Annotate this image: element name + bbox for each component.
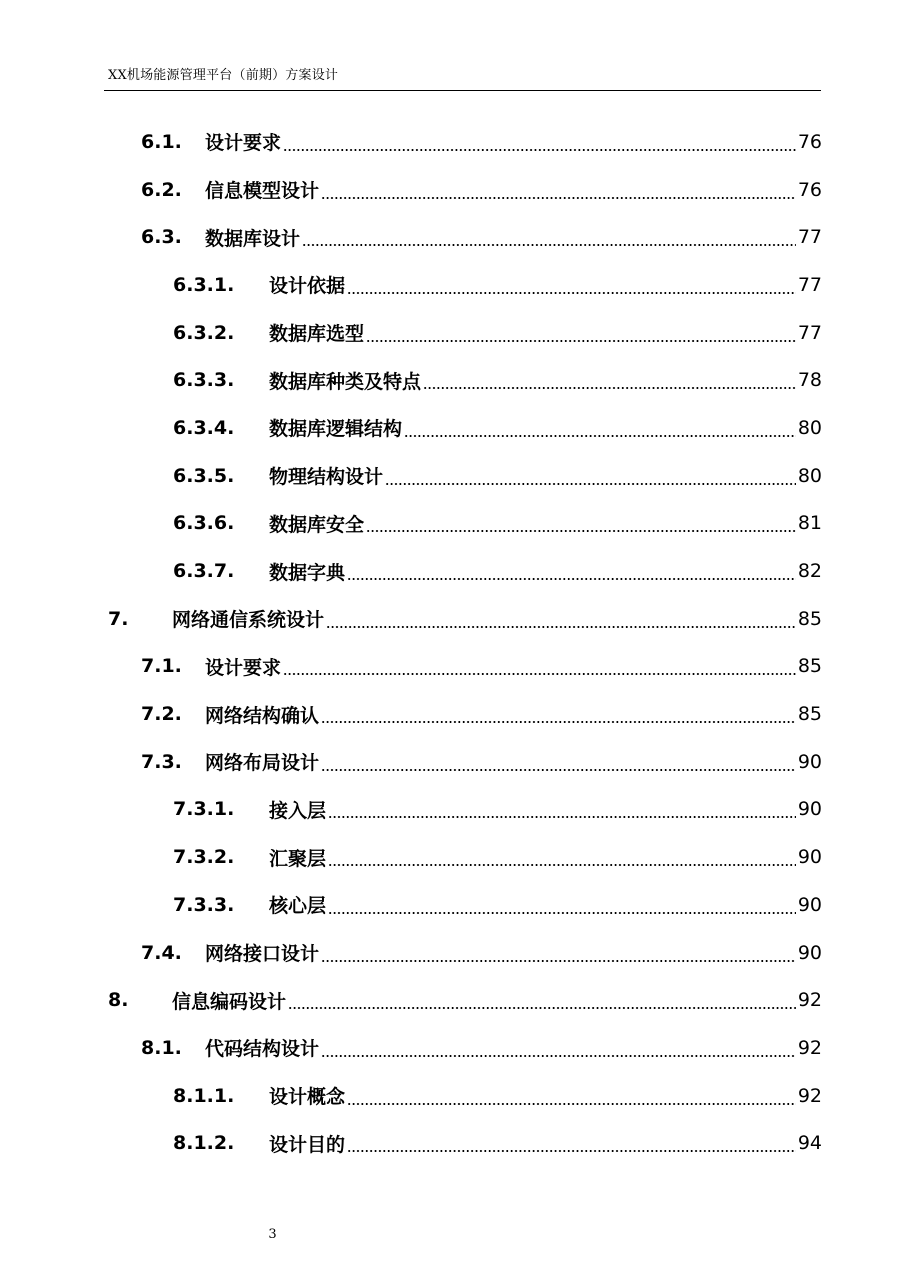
toc-entry-page: 78 (797, 369, 822, 392)
toc-dot-leader (347, 1103, 796, 1105)
toc-entry-page: 76 (797, 178, 822, 201)
toc-entry-number: 7.3. (141, 750, 182, 773)
toc-entry-title: 设计概念 (269, 1086, 346, 1109)
toc-entry[interactable] (0, 166, 909, 214)
toc-entry-title: 网络接口设计 (205, 943, 320, 966)
toc-entry[interactable] (0, 929, 909, 977)
toc-entry-page: 81 (797, 512, 822, 535)
toc-entry[interactable] (0, 500, 909, 548)
toc-entry-page: 92 (797, 1084, 822, 1107)
toc-dot-leader (347, 292, 796, 294)
toc-dot-leader (328, 864, 796, 866)
toc-entry-number: 6.3.7. (173, 560, 235, 583)
toc-entry-number: 8.1. (141, 1036, 182, 1059)
toc-entry-number: 7.3.2. (173, 846, 235, 869)
toc-dot-leader (347, 1150, 796, 1152)
toc-dot-leader (321, 721, 796, 723)
toc-dot-leader (326, 626, 796, 628)
toc-entry-title: 设计要求 (205, 656, 282, 679)
toc-dot-leader (288, 1007, 796, 1009)
toc-entry-page: 80 (797, 464, 822, 487)
toc-entry-title: 信息编码设计 (172, 990, 287, 1013)
toc-entry-page: 90 (797, 798, 822, 821)
toc-dot-leader (328, 912, 796, 914)
toc-entry-title: 数据库选型 (269, 323, 365, 346)
toc-entry-title: 设计依据 (269, 275, 346, 298)
toc-entry-title: 设计目的 (269, 1133, 346, 1156)
toc-dot-leader (385, 483, 796, 485)
toc-entry-page: 90 (797, 893, 822, 916)
toc-entry-title: 数据库设计 (205, 227, 301, 250)
toc-entry-page: 90 (797, 941, 822, 964)
toc-entry-page: 80 (797, 416, 822, 439)
toc-entry-page: 85 (797, 703, 822, 726)
toc-entry-page: 76 (797, 130, 822, 153)
toc-entry-title: 信息模型设计 (205, 180, 320, 203)
toc-entry[interactable] (0, 1024, 909, 1072)
toc-dot-leader (347, 578, 796, 580)
page-number: 3 (268, 1227, 277, 1242)
toc-dot-leader (321, 1055, 796, 1057)
toc-entry[interactable] (0, 1072, 909, 1120)
toc-entry-title: 数据库种类及特点 (269, 370, 422, 393)
toc-dot-leader (302, 244, 796, 246)
toc-entry-number: 8.1.2. (173, 1132, 235, 1155)
toc-entry[interactable] (0, 213, 909, 261)
toc-entry-number: 7. (108, 607, 129, 630)
toc-entry[interactable] (0, 261, 909, 309)
toc-entry-number: 8.1.1. (173, 1084, 235, 1107)
toc-entry[interactable] (0, 881, 909, 929)
toc-entry-number: 6.3.5. (173, 464, 235, 487)
toc-entry-number: 6.1. (141, 130, 182, 153)
toc-entry[interactable] (0, 309, 909, 357)
toc-entry-number: 6.3.6. (173, 512, 235, 535)
toc-entry-title: 数据字典 (269, 561, 346, 584)
toc-entry-page: 85 (797, 655, 822, 678)
toc-entry-page: 90 (797, 750, 822, 773)
document-header-title: XX机场能源管理平台（前期）方案设计 (108, 68, 339, 83)
toc-entry[interactable] (0, 356, 909, 404)
toc-entry-title: 网络布局设计 (205, 752, 320, 775)
toc-entry[interactable] (0, 976, 909, 1024)
toc-entry-title: 网络结构确认 (205, 704, 320, 727)
toc-dot-leader (283, 149, 796, 151)
toc-entry-title: 核心层 (269, 895, 327, 918)
toc-entry[interactable] (0, 1119, 909, 1167)
toc-dot-leader (423, 387, 796, 389)
toc-entry-number: 6.3.4. (173, 416, 235, 439)
toc-entry-page: 92 (797, 989, 822, 1012)
toc-entry-number: 6.3.2. (173, 321, 235, 344)
toc-entry-number: 7.4. (141, 941, 182, 964)
toc-entry[interactable] (0, 547, 909, 595)
toc-entry-number: 7.3.3. (173, 893, 235, 916)
toc-entry-number: 7.1. (141, 655, 182, 678)
toc-entry-page: 94 (797, 1132, 822, 1155)
toc-entry-number: 6.2. (141, 178, 182, 201)
toc-entry-title: 设计要求 (205, 132, 282, 155)
toc-dot-leader (404, 435, 796, 437)
toc-entry-page: 77 (797, 321, 822, 344)
toc-entry-page: 90 (797, 846, 822, 869)
table-of-contents (0, 118, 909, 1167)
toc-entry[interactable] (0, 786, 909, 834)
toc-entry[interactable] (0, 690, 909, 738)
toc-entry[interactable] (0, 118, 909, 166)
toc-entry[interactable] (0, 595, 909, 643)
toc-entry-page: 82 (797, 560, 822, 583)
toc-entry-title: 代码结构设计 (205, 1038, 320, 1061)
toc-entry-title: 汇聚层 (269, 847, 327, 870)
toc-entry-title: 物理结构设计 (269, 466, 384, 489)
toc-entry-number: 6.3.1. (173, 273, 235, 296)
toc-entry-number: 8. (108, 989, 129, 1012)
toc-entry-number: 6.3.3. (173, 369, 235, 392)
toc-entry-page: 85 (797, 607, 822, 630)
toc-entry[interactable] (0, 452, 909, 500)
toc-dot-leader (321, 769, 796, 771)
toc-dot-leader (328, 816, 796, 818)
toc-entry-page: 92 (797, 1036, 822, 1059)
toc-entry-title: 数据库逻辑结构 (269, 418, 403, 441)
toc-entry[interactable] (0, 833, 909, 881)
toc-entry-title: 接入层 (269, 799, 327, 822)
toc-entry-title: 数据库安全 (269, 513, 365, 536)
toc-entry-page: 77 (797, 273, 822, 296)
toc-dot-leader (321, 960, 796, 962)
toc-entry-number: 6.3. (141, 226, 182, 249)
toc-dot-leader (366, 530, 796, 532)
toc-entry-page: 77 (797, 226, 822, 249)
toc-entry[interactable] (0, 738, 909, 786)
toc-dot-leader (321, 197, 796, 199)
toc-entry-number: 7.3.1. (173, 798, 235, 821)
header-divider (104, 90, 821, 91)
toc-entry[interactable] (0, 643, 909, 691)
toc-entry-number: 7.2. (141, 703, 182, 726)
toc-dot-leader (366, 340, 796, 342)
toc-entry-title: 网络通信系统设计 (172, 609, 325, 632)
toc-entry[interactable] (0, 404, 909, 452)
toc-dot-leader (283, 673, 796, 675)
